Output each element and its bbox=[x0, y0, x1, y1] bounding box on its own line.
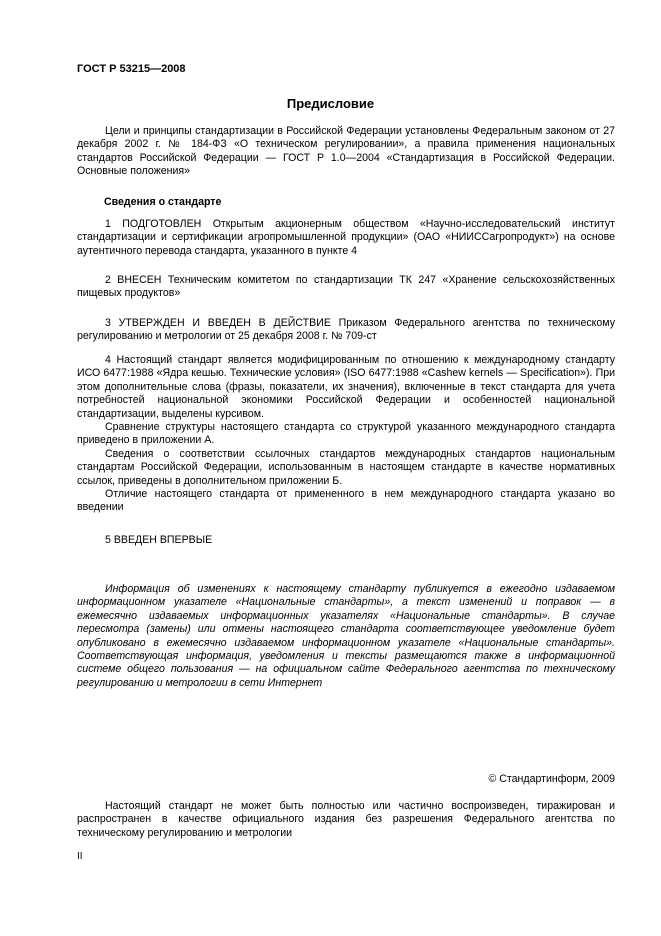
item-2-text: 2 ВНЕСЕН Техническим комитетом по стандартизации ТК 247 «Хранение сельскохозяйственных пищевых продуктов» bbox=[77, 274, 615, 300]
item-5-text: 5 ВВЕДЕН ВПЕРВЫЕ bbox=[105, 534, 213, 546]
copyright-line: © Стандартинформ, 2009 bbox=[488, 773, 615, 785]
item-4-paragraph-3: Сведения о соответствии ссылочных стандартов международных стандартов национальным стандартам Российской Федерации, использованным в настоящем стандарте в качестве нормативных ссылок, приведены в дополнительном приложении Б. bbox=[77, 447, 615, 487]
item-1-text: 1 ПОДГОТОВЛЕН Открытым акционерным обществом «Научно-исследовательский институт стандартизации и сертификации агропромышленной продукции» (ОАО «НИИССагропродукт») на основе аутентичного перевода стандарта, указанного в пункте 4 bbox=[77, 218, 615, 257]
item-1 bbox=[77, 218, 615, 258]
intro-block bbox=[77, 125, 615, 179]
item-4-paragraph-1: 4 Настоящий стандарт является модифицированным по отношению к международному стандарту ИСО 6477:1988 «Ядра кешью. Технические условия» (ISO 6477:1988 «Cashew kernels — Specification»). При этом дополнительные слова (фразы, показатели, их значения), включенные в текст стандарта для учета потребностей национальной экономики Российской Федерации и особенностей национальной стандартизации, выделены курсивом. bbox=[77, 354, 615, 420]
doc-code-header: ГОСТ Р 53215—2008 bbox=[77, 63, 186, 75]
item-4 bbox=[77, 354, 615, 515]
item-4-paragraph-2: Сравнение структуры настоящего стандарта со структурой указанного международного стандарта приведено в приложении А. bbox=[77, 421, 615, 447]
section-subheading: Сведения о стандарте bbox=[104, 196, 222, 208]
reproduction-notice-block bbox=[77, 800, 615, 840]
item-3-text: 3 УТВЕРЖДЕН И ВВЕДЕН В ДЕЙСТВИЕ Приказом Федерального агентства по техническому регулированию и метрологии от 25 декабря 2008 г. № 709-ст bbox=[77, 317, 615, 343]
info-note-block bbox=[77, 583, 615, 690]
item-2 bbox=[77, 274, 615, 301]
page-number: II bbox=[77, 851, 83, 862]
item-5 bbox=[77, 534, 615, 547]
intro-paragraph: Цели и принципы стандартизации в Российской Федерации установлены Федеральным законом от 27 декабря 2002 г. № 184-ФЗ «О техническом регулировании», а правила применения национальных стандартов Российской Федерации — ГОСТ Р 1.0—2004 «Стандартизация в Российской Федерации. Основные положения» bbox=[77, 125, 615, 178]
item-3 bbox=[77, 317, 615, 344]
page-title: Предисловие bbox=[286, 96, 375, 111]
reproduction-notice-text: Настоящий стандарт не может быть полностью или частично воспроизведен, тиражирован и распространен в качестве официального издания без разрешения Федерального агентства по техническому регулированию и метрологии bbox=[77, 800, 615, 839]
item-4-paragraph-4: Отличие настоящего стандарта от примененного в нем международного стандарта указано во введении bbox=[77, 488, 615, 514]
info-note-text: Информация об изменениях к настоящему стандарту публикуется в ежегодно издаваемом информационном указателе «Национальные стандарты», а текст изменений и поправок — в ежемесячно издаваемых информационных указателях «Национальные стандарты». В случае пересмотра (замены) или отмены настоящего стандарта соответствующее уведомление будет опубликовано в ежемесячно издаваемом информационном указателе «Национальные стандарты». Соответствующая информация, уведомления и тексты размещаются также в информационной системе общего пользования — на официальном сайте Федерального агентства по техническому регулированию и метрологии в сети Интернет bbox=[77, 583, 615, 689]
